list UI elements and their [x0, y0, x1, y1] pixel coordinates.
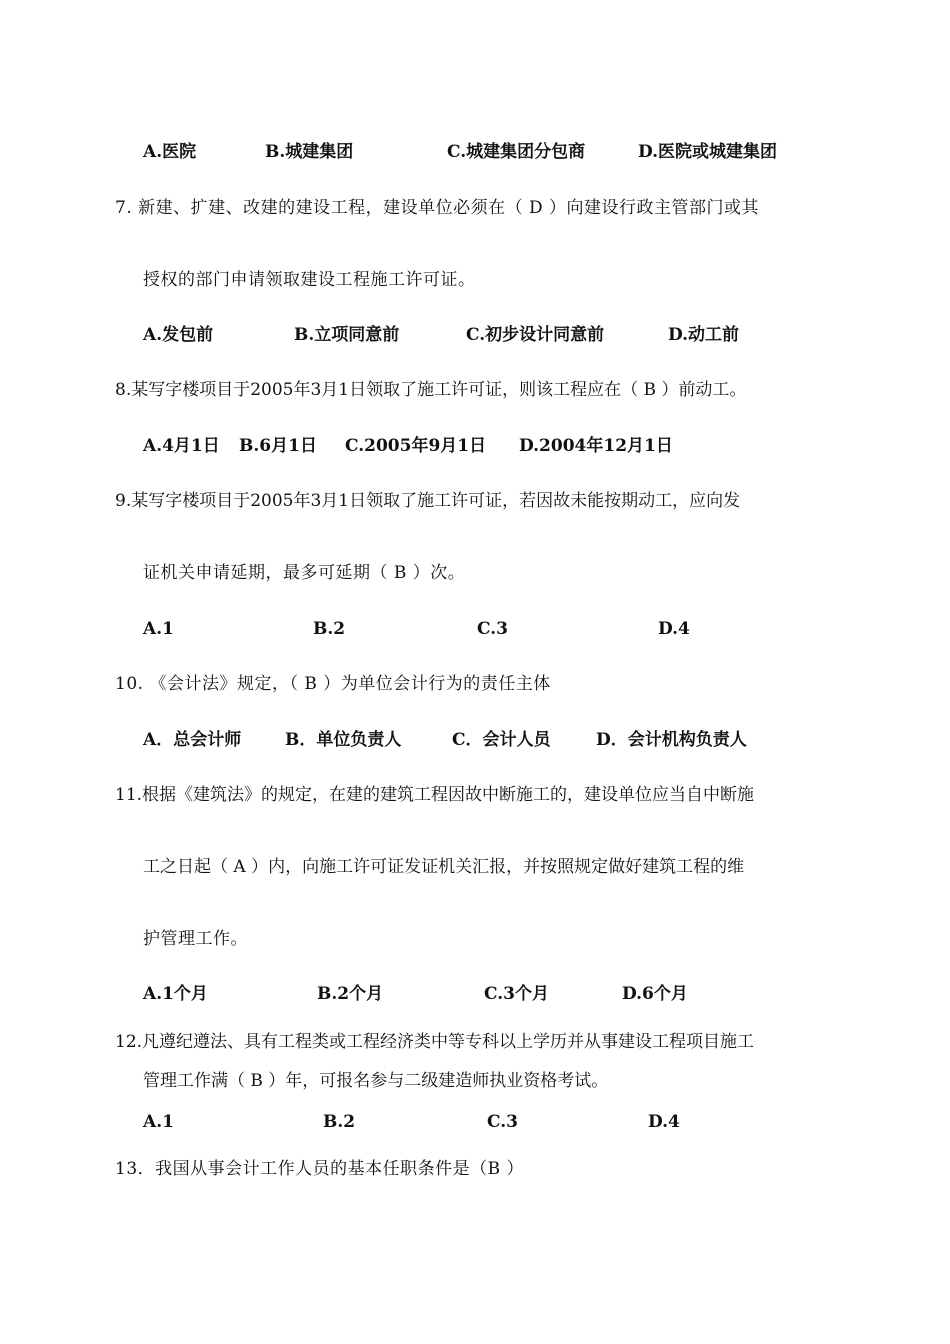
q10-option-b: B．单位负责人 [285, 730, 402, 750]
q10-option-c: C．会计人员 [452, 730, 551, 750]
q9-text-line1: 9.某写字楼项目于2005年3月1日领取了施工许可证，若因故未能按期动工，应向发 [115, 491, 741, 511]
q8-option-d: D.2004年12月1日 [519, 436, 673, 456]
q11-option-a: A.1个月 [143, 984, 208, 1004]
q9-text-line2: 证机关申请延期，最多可延期（ B ）次。 [143, 563, 466, 583]
q13-text-line1: 13．我国从事会计工作人员的基本任职条件是（B ） [115, 1159, 525, 1179]
q7-text-line2: 授权的部门申请领取建设工程施工许可证。 [143, 270, 476, 290]
q7-option-c: C.初步设计同意前 [466, 325, 605, 345]
q11-text-line3: 护管理工作。 [143, 929, 248, 949]
q6-option-b: B.城建集团 [265, 142, 354, 162]
q12-option-a: A.1 [143, 1112, 174, 1132]
q12-option-c: C.3 [487, 1112, 518, 1132]
q10-option-a: A．总会计师 [143, 730, 242, 750]
q11-text-line2: 工之日起（ A ）内，向施工许可证发证机关汇报，并按照规定做好建筑工程的维 [143, 857, 745, 877]
q8-option-a: A.4月1日 [143, 436, 220, 456]
q6-option-c: C.城建集团分包商 [447, 142, 586, 162]
q11-option-c: C.3个月 [484, 984, 549, 1004]
q6-option-d: D.医院或城建集团 [638, 142, 778, 162]
q7-option-a: A.发包前 [143, 325, 214, 345]
q11-text-line1: 11.根据《建筑法》的规定，在建的建筑工程因故中断施工的，建设单位应当自中断施 [115, 785, 755, 805]
q8-option-b: B.6月1日 [239, 436, 317, 456]
q10-text-line1: 10. 《会计法》规定，（ B ）为单位会计行为的责任主体 [115, 674, 551, 694]
q8-option-c: C.2005年9月1日 [345, 436, 487, 456]
q6-option-a: A.医院 [143, 142, 197, 162]
q7-option-d: D.动工前 [668, 325, 740, 345]
q12-text-line2: 管理工作满（ B ）年，可报名参与二级建造师执业资格考试。 [143, 1071, 609, 1091]
q11-option-d: D.6个月 [622, 984, 688, 1004]
q10-option-d: D．会计机构负责人 [596, 730, 747, 750]
q9-option-c: C.3 [477, 619, 508, 639]
q11-option-b: B.2个月 [317, 984, 384, 1004]
q12-text-line1: 12.凡遵纪遵法、具有工程类或工程经济类中等专科以上学历并从事建设工程项目施工 [115, 1032, 755, 1052]
q7-option-b: B.立项同意前 [294, 325, 400, 345]
q9-option-d: D.4 [658, 619, 690, 639]
q8-text-line1: 8.某写字楼项目于2005年3月1日领取了施工许可证，则该工程应在（ B ）前动工。 [115, 380, 747, 400]
q9-option-a: A.1 [143, 619, 174, 639]
q12-option-b: B.2 [323, 1112, 356, 1132]
q12-option-d: D.4 [648, 1112, 680, 1132]
q9-option-b: B.2 [313, 619, 346, 639]
q7-text-line1: 7. 新建、扩建、改建的建设工程，建设单位必须在（ D ）向建设行政主管部门或其 [115, 198, 760, 218]
